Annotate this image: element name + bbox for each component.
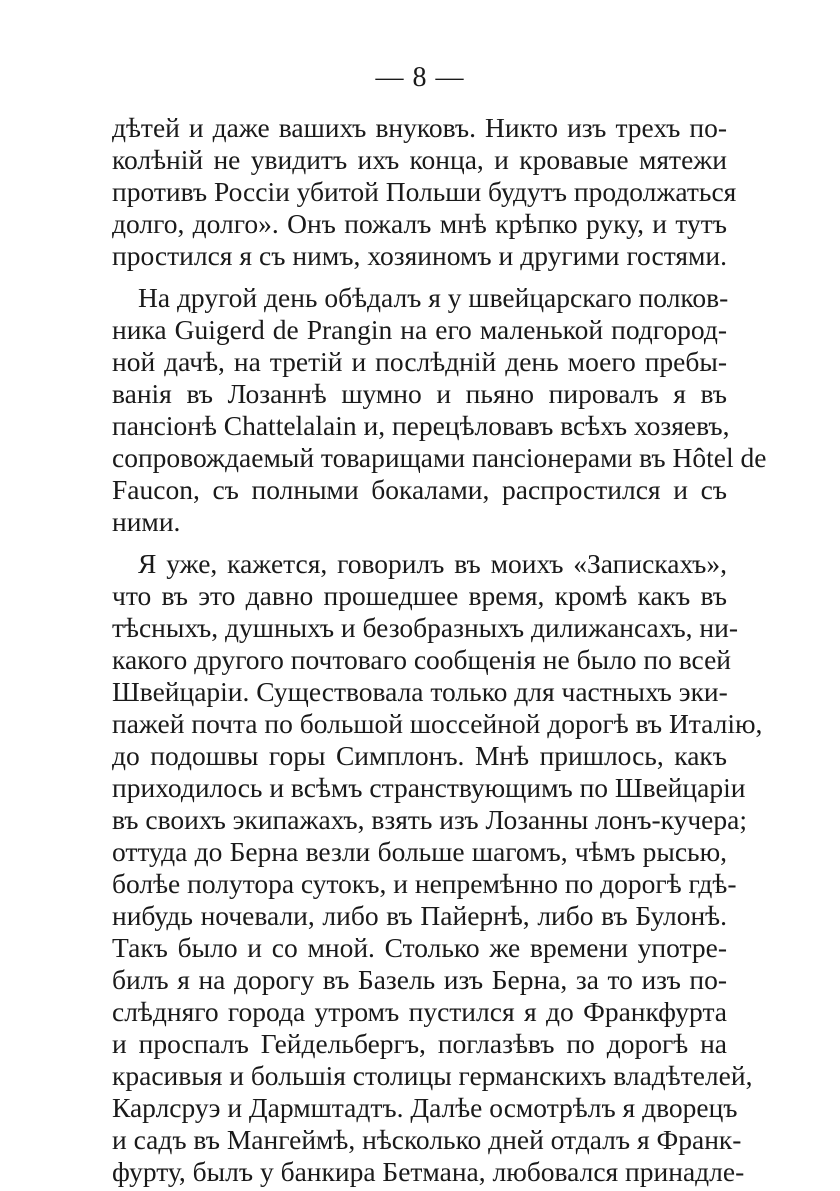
text-line: Я уже, кажется, говорилъ въ моихъ «Запискахъ», <box>138 548 727 579</box>
text-line: Швейцаріи. Существовала только для частныхъ эки- <box>112 676 728 707</box>
text-line: На другой день обѣдалъ я у швейцарскаго полков- <box>138 282 729 313</box>
text-line: противъ Россіи убитой Польши будутъ продолжаться <box>112 176 737 207</box>
text-line: Карлсруэ и Дармштадтъ. Далѣе осмотрѣлъ я дворецъ <box>112 1092 738 1123</box>
text-line: долго, долго». Онъ пожалъ мнѣ крѣпко руку, и тутъ <box>112 208 727 239</box>
text-line: слѣдняго города утромъ пустился я до Франкфурта <box>112 996 727 1027</box>
text-line: что въ это давно прошедшее время, кромѣ какъ въ <box>112 580 727 611</box>
page-number: — 8 — <box>375 62 465 93</box>
text-line: болѣе полутора сутокъ, и непремѣнно по дорогѣ гдѣ- <box>112 868 737 899</box>
text-line: оттуда до Берна везли больше шагомъ, чѣмъ рысью, <box>112 836 727 867</box>
text-line: пансіонѣ Chattelalain и, перецѣловавъ всѣхъ хозяевъ, <box>112 410 730 441</box>
text-line: Такъ было и со мной. Столько же времени употре- <box>112 932 727 963</box>
text-line: сопровождаемый товарищами пансіонерами въ Hôtel de <box>112 442 767 473</box>
text-line: до подошвы горы Симплонъ. Мнѣ пришлось, какъ <box>112 740 727 771</box>
text-line: тѣсныхъ, душныхъ и безобразныхъ дилижансахъ, ни- <box>112 612 739 643</box>
text-line: ной дачѣ, на третій и послѣдній день моего пребы- <box>112 346 727 377</box>
text-line: и проспалъ Гейдельбергъ, поглазѣвъ по дорогѣ на <box>112 1028 727 1059</box>
text-line: фурту, былъ у банкира Бетмана, любовался принадле- <box>112 1156 745 1187</box>
text-line: приходилось и всѣмъ странствующимъ по Швейцаріи <box>112 772 746 803</box>
text-line: въ своихъ экипажахъ, взять изъ Лозанны лонъ-кучера; <box>112 804 747 835</box>
text-line: и садъ въ Мангеймѣ, нѣсколько дней отдалъ я Франк- <box>112 1124 742 1155</box>
text-line: ванія въ Лозаннѣ шумно и пьяно пировалъ я въ <box>112 378 727 409</box>
text-line: красивыя и большія столицы германскихъ владѣтелей, <box>112 1060 753 1091</box>
text-line: простился я съ нимъ, хозяиномъ и другими гостями. <box>112 240 727 271</box>
text-line: нибудь ночевали, либо въ Пайернѣ, либо въ Булонѣ. <box>112 900 727 931</box>
text-line: ника Guigerd de Prangin на его маленькой подгород- <box>112 314 727 345</box>
text-line: билъ я на дорогу въ Базель изъ Берна, за то изъ по- <box>112 964 727 995</box>
text-line: Faucon, съ полными бокалами, распростился и съ <box>112 474 727 505</box>
text-line: ними. <box>112 506 181 537</box>
text-line: колѣній не увидитъ ихъ конца, и кровавые мятежи <box>112 144 727 175</box>
text-line: какого другого почтоваго сообщенія не было по всей <box>112 644 732 675</box>
text-line: дѣтей и даже вашихъ внуковъ. Никто изъ трехъ по- <box>112 112 727 143</box>
text-line: пажей почта по большой шоссейной дорогѣ въ Италію, <box>112 708 763 739</box>
